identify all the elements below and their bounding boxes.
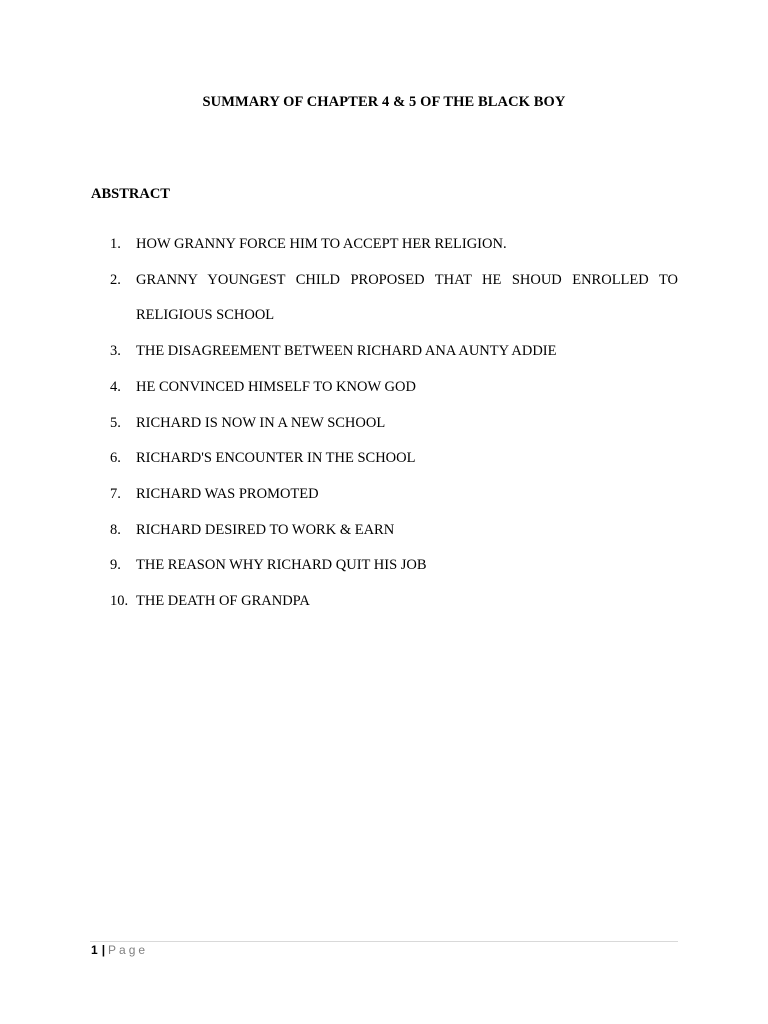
page-number: 1 — [91, 943, 98, 957]
list-item — [110, 263, 678, 334]
list-item-number: 10. — [110, 593, 129, 610]
list-item-number: 7. — [110, 485, 121, 502]
list-item-text: HOW GRANNY FORCE HIM TO ACCEPT HER RELIGION. — [136, 236, 507, 252]
list-item-number: 5. — [110, 414, 121, 431]
list-item-number: 2. — [110, 271, 121, 288]
list-item-number: 8. — [110, 521, 121, 538]
list-item — [110, 477, 678, 513]
page-footer — [91, 943, 148, 957]
list-item-number: 9. — [110, 557, 121, 574]
list-item-number: 6. — [110, 450, 121, 467]
list-item — [110, 406, 678, 442]
list-item — [110, 513, 678, 549]
list-item-text: RICHARD WAS PROMOTED — [136, 485, 319, 502]
list-item — [110, 584, 678, 620]
list-item-number: 3. — [110, 343, 121, 360]
list-item-text: RICHARD DESIRED TO WORK & EARN — [136, 521, 395, 538]
list-item — [110, 334, 678, 370]
list-item-number: 1. — [110, 236, 121, 252]
list-item-text: GRANNY YOUNGEST CHILD PROPOSED THAT HE SHOUD ENROLLED TO RELIGIOUS SCHOOL — [136, 271, 678, 324]
list-item-text: HE CONVINCED HIMSELF TO KNOW GOD — [136, 378, 416, 395]
list-item-text: RICHARD'S ENCOUNTER IN THE SCHOOL — [136, 450, 416, 467]
list-item-text: THE DEATH OF GRANDPA — [136, 593, 310, 610]
document-title: SUMMARY OF CHAPTER 4 & 5 OF THE BLACK BOY — [202, 94, 566, 110]
list-item — [110, 441, 678, 477]
list-item — [110, 548, 678, 584]
list-item-text: RICHARD IS NOW IN A NEW SCHOOL — [136, 414, 386, 431]
footer-divider — [90, 941, 678, 942]
list-item-number: 4. — [110, 378, 121, 395]
page-label: Page — [108, 943, 149, 957]
list-item — [110, 370, 678, 406]
abstract-list — [110, 227, 678, 620]
section-heading-abstract: ABSTRACT — [91, 186, 170, 202]
list-item-text: THE REASON WHY RICHARD QUIT HIS JOB — [136, 557, 427, 574]
list-item — [110, 227, 678, 263]
page-separator: | — [101, 943, 106, 957]
list-item-text: THE DISAGREEMENT BETWEEN RICHARD ANA AUNTY ADDIE — [136, 343, 557, 360]
